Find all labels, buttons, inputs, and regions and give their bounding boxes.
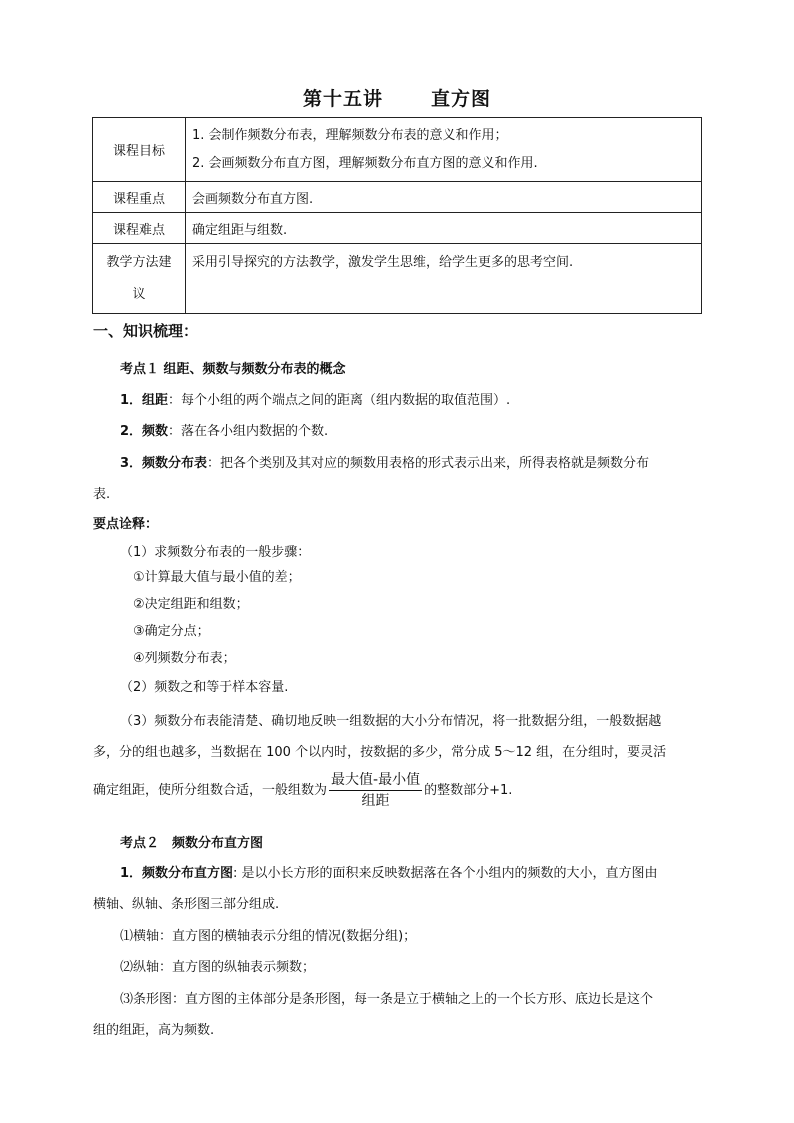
point1-heading: 考点１ 组距、频数与频数分布表的概念 (120, 362, 346, 377)
method-label (93, 244, 186, 314)
table-row (93, 118, 702, 182)
fraction-numerator: 最大值-最小值 (329, 770, 422, 791)
item-text: ：把各个类别及其对应的频数用表格的形式表示出来，所得表格就是频数分布 (207, 456, 650, 471)
method-text: 采用引导探究的方法教学，激发学生思维，给学生更多的思考空间. (186, 244, 702, 314)
goal-cell (186, 118, 702, 182)
item-text: : 是以小长方形的面积来反映数据落在各个小组内的频数的大小，直方图由 (233, 866, 658, 881)
point1-item-3-continued: 表. (93, 487, 111, 502)
note-3-line-3 (93, 770, 512, 811)
item-term: 3．频数分布表 (120, 456, 208, 471)
item-text: ：每个小组的两个端点之间的距离（组内数据的取值范围）. (168, 393, 511, 408)
point2-sub-1: ⑴横轴：直方图的横轴表示分组的情况(数据分组)； (120, 929, 417, 944)
table-row (93, 244, 702, 314)
point2-sub-3-line-1: ⑶条形图：直方图的主体部分是条形图，每一条是立于横轴之上的一个长方形、底边长是这个 (120, 992, 654, 1007)
note-3-line-2: 多，分的组也越多，当数据在 100 个以内时，按数据的多少，常分成 5～12 组，在分组时，要灵活 (93, 745, 667, 760)
point2-sub-3-line-2: 组的组距，高为频数. (93, 1023, 215, 1038)
note-3-text-b: 的整数部分+1. (424, 783, 513, 798)
point2-sub-2: ⑵纵轴：直方图的纵轴表示频数； (120, 960, 316, 975)
group-count-fraction (329, 770, 422, 811)
point2-heading: 考点２ 频数分布直方图 (120, 836, 264, 851)
goal-label: 课程目标 (93, 118, 186, 182)
goal-item-1: 1. 会制作频数分布表，理解频数分布表的意义和作用； (192, 127, 508, 143)
step-4: ④列频数分布表； (133, 651, 236, 666)
point1-item-3 (120, 452, 649, 471)
step-2: ②决定组距和组数； (133, 597, 249, 612)
method-label-line-1: 教学方法建 (106, 254, 172, 270)
key-label: 课程重点 (93, 182, 186, 213)
fraction-denominator: 组距 (361, 793, 390, 809)
item-term: 2．频数 (120, 424, 169, 439)
point1-item-1 (120, 389, 510, 408)
lecture-number: 第十五讲 (302, 88, 383, 110)
course-plan-table (92, 117, 702, 314)
item-term: 1．频数分布直方图 (120, 866, 234, 881)
item-term: 1．组距 (120, 393, 169, 408)
notes-heading: 要点诠释： (93, 517, 159, 532)
key-text: 会画频数分布直方图. (186, 182, 702, 213)
note-3-text-a: 确定组距，使所分组数合适，一般组数为 (93, 783, 328, 798)
note-3-line-1: （3）频数分布表能清楚、确切地反映一组数据的大小分布情况，将一批数据分组，一般数据越 (120, 714, 662, 729)
method-label-line-2: 议 (132, 286, 146, 302)
point2-item-1 (120, 862, 658, 881)
point1-item-2 (120, 420, 328, 439)
note-1: （1）求频数分布表的一般步骤： (120, 545, 311, 560)
note-2: （2）频数之和等于样本容量. (120, 680, 289, 695)
lecture-title (0, 84, 794, 111)
point2-item-1-continued: 横轴、纵轴、条形图三部分组成. (93, 897, 280, 912)
difficult-text: 确定组距与组数. (186, 213, 702, 244)
item-text: ：落在各小组内数据的个数. (168, 424, 329, 439)
step-1: ①计算最大值与最小值的差； (133, 570, 301, 585)
step-3: ③确定分点； (133, 624, 210, 639)
section-heading: 一、知识梳理： (93, 322, 199, 340)
lecture-topic: 直方图 (431, 88, 492, 110)
table-row (93, 213, 702, 244)
table-row (93, 182, 702, 213)
difficult-label: 课程难点 (93, 213, 186, 244)
goal-item-2: 2. 会画频数分布直方图，理解频数分布直方图的意义和作用. (192, 155, 538, 171)
